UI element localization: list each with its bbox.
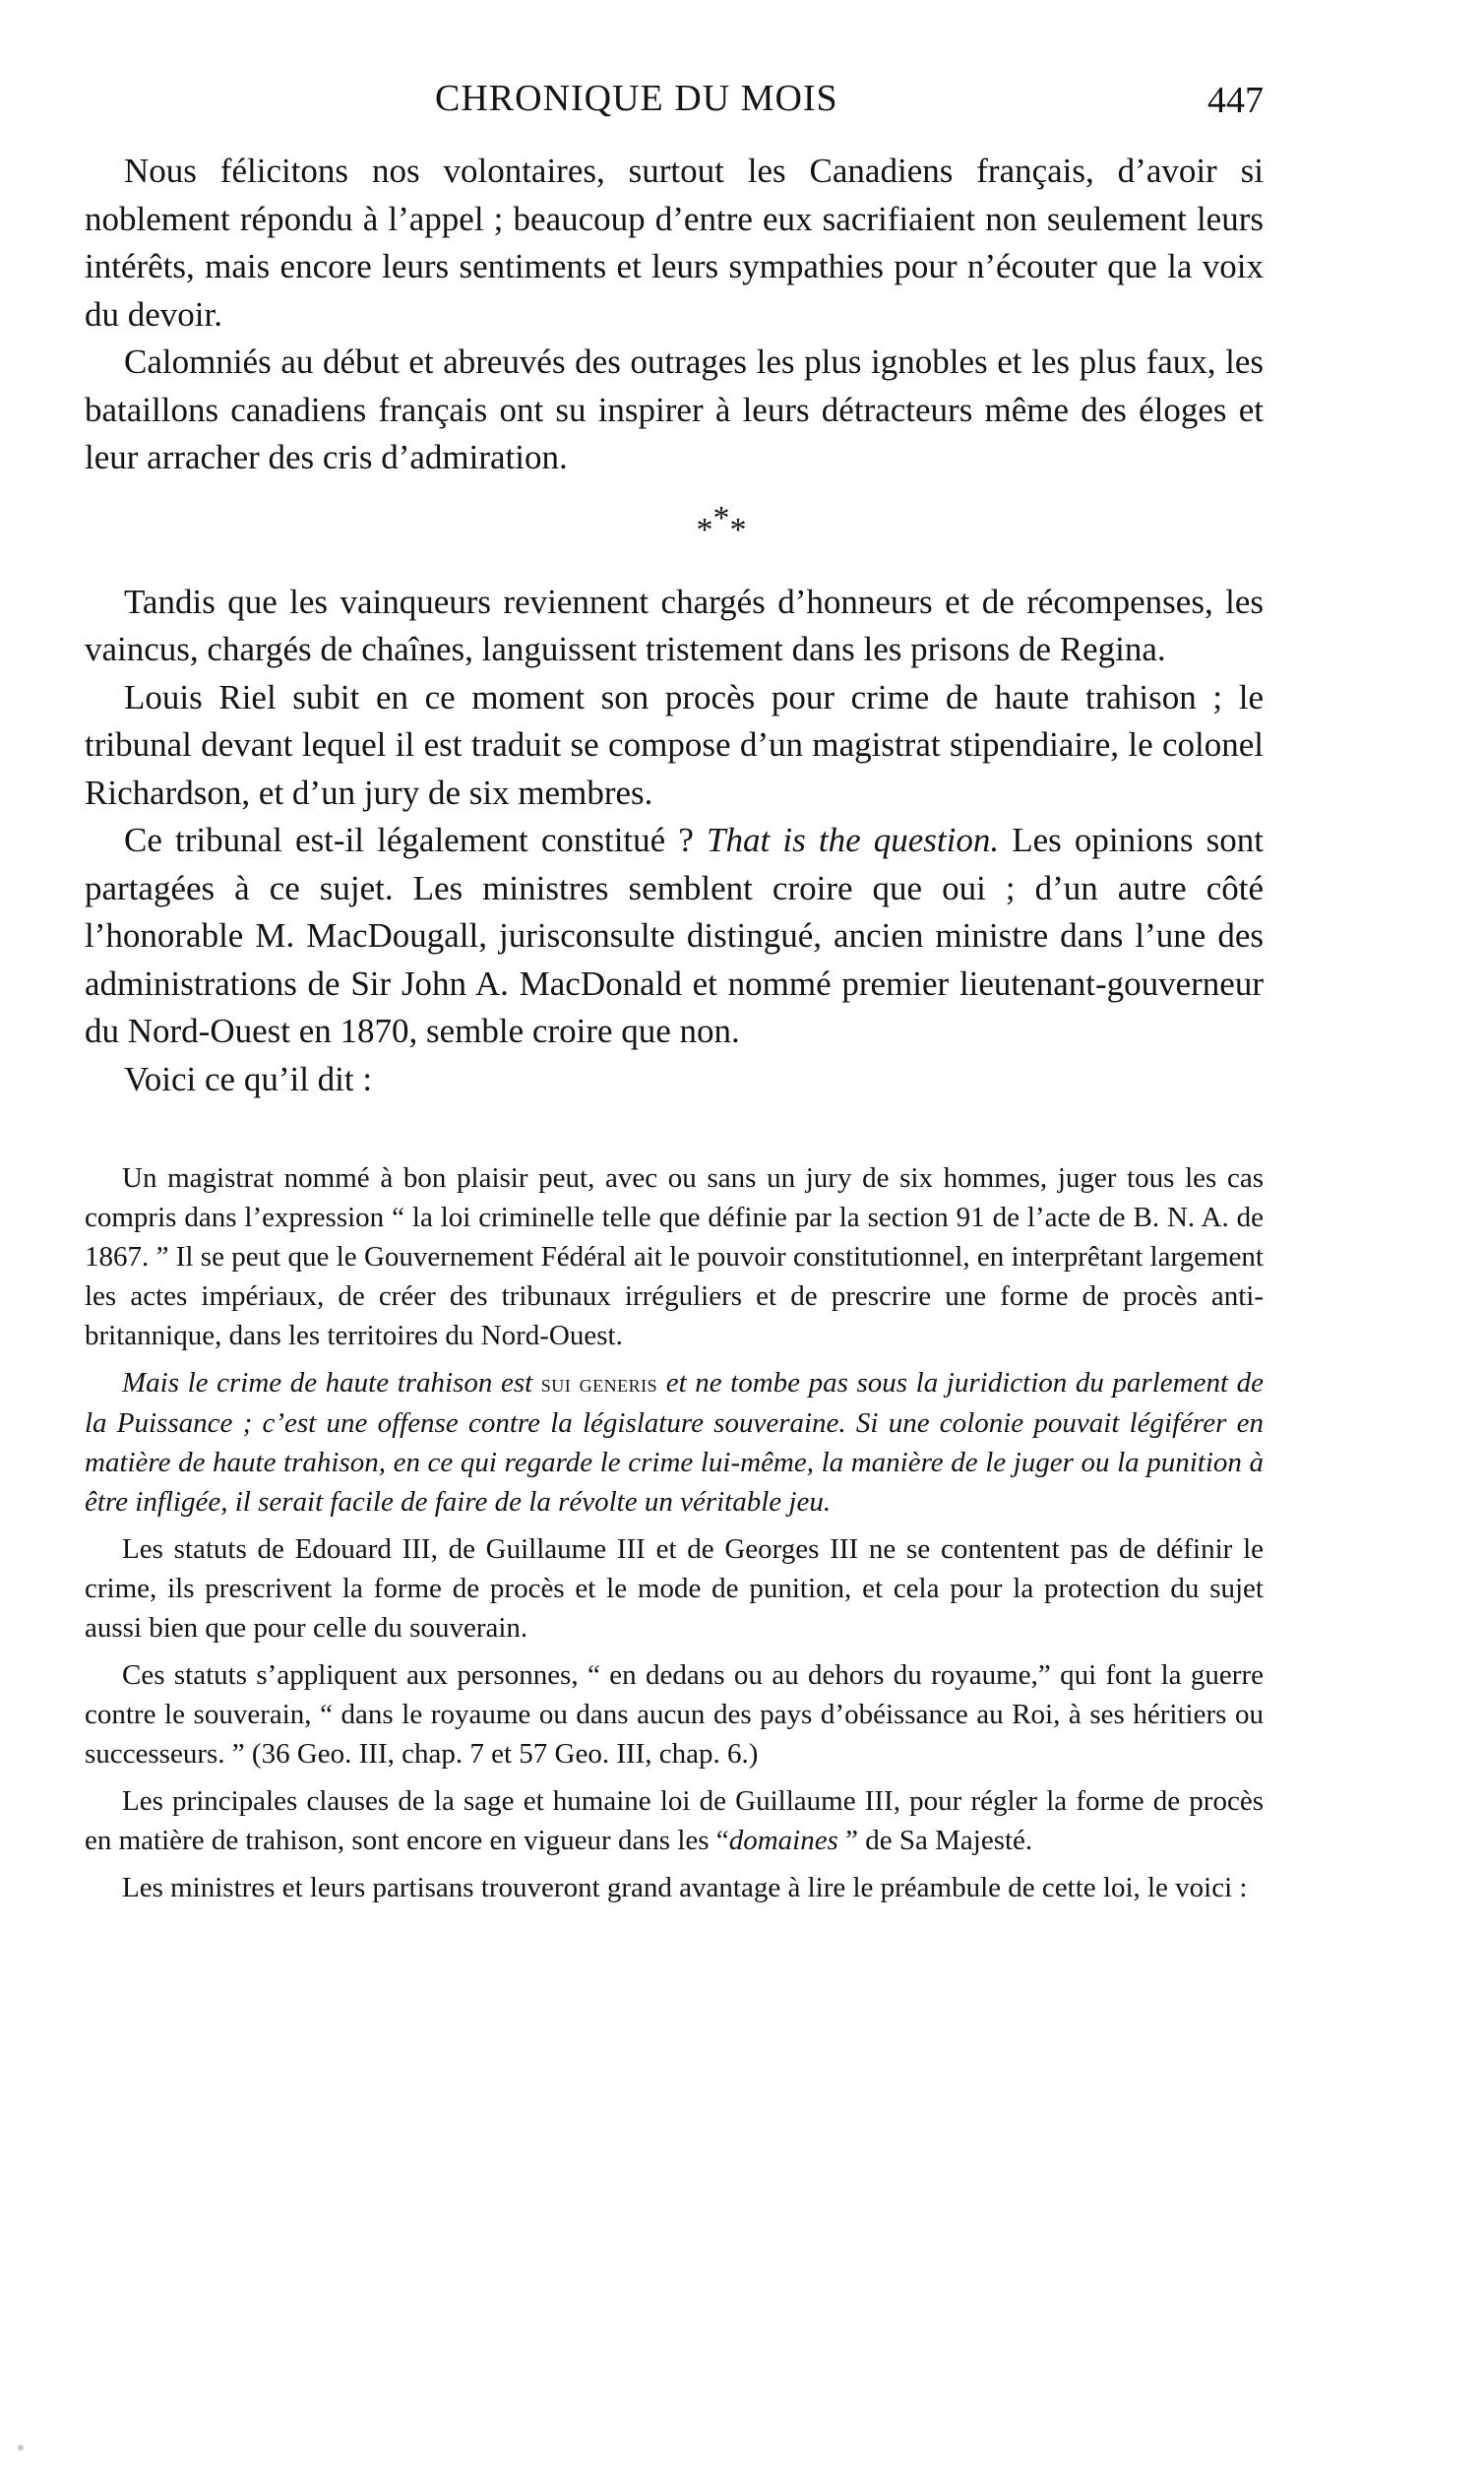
running-title: CHRONIQUE DU MOIS (435, 78, 838, 119)
tribunal-text-start: Ce tribunal est-il légalement constitué ? (124, 821, 708, 859)
body-text (85, 148, 1264, 1915)
paragraph-louis-riel: Louis Riel subit en ce moment son procès pour crime de haute trahison ; le tribunal devant lequel il est traduit se compose d’un magistrat stipendiaire, le colonel Richardson, et d’un jury de six membres. (85, 677, 1264, 812)
quote-paragraph-guillaume (85, 1781, 1264, 1860)
macdougall-quotation (85, 1158, 1264, 1907)
page-number: 447 (1207, 80, 1264, 121)
quote-sui-generis: sui generis (540, 1369, 658, 1398)
paragraph-voici: Voici ce qu’il dit : (124, 1059, 373, 1098)
asterism-middle: * (712, 499, 730, 536)
paragraph-tribunal (85, 817, 1264, 1056)
quote-haute-trahison-end: et ne tombe pas sous la juridiction du parlement de la Puissance ; c’est une offense contre la législature souveraine. Si une colonie pouvait légiférer en matière de haute trahison, en ce qui regarde le crime lui-même, la manière de le juger ou la punition à être infligée, il serait facile de faire de la révolte un véritable jeu. (85, 1367, 1264, 1518)
tribunal-english-phrase: That is the question. (707, 821, 1000, 859)
scan-speck (18, 2445, 24, 2451)
tribunal-text-end: Les opinions sont partagées à ce sujet. Les ministres semblent croire que oui ; d’un autre côté l’honorable M. MacDougall, jurisconsulte distingué, ancien ministre dans l’une des administrations de Sir John A. MacDonald et nommé premier lieutenant-gouverneur du Nord-Ouest en 1870, semble croire que non. (85, 821, 1264, 1050)
running-head (85, 77, 1264, 136)
quote-paragraph-magistrat: Un magistrat nommé à bon plaisir peut, avec ou sans un jury de six hommes, juger tous les cas compris dans l’expression “ la loi criminelle telle que définie par la section 91 de l’acte de B. N. A. de 1867. ” Il se peut que le Gouvernement Fédéral ait le pouvoir constitutionnel, en interprêtant largement les actes impériaux, de créer des tribunaux irréguliers et de prescrire une forme de procès anti-britannique, dans les territoires du Nord-Ouest. (85, 1162, 1264, 1351)
paragraph-bataillons: Calomniés au début et abreuvés des outrages les plus ignobles et les plus faux, les bataillons canadiens français ont su inspirer à leurs détracteurs même des éloges et leur arracher des cris d’admiration. (85, 342, 1264, 476)
quote-guillaume-end: ” de Sa Majesté. (837, 1825, 1033, 1856)
quote-domaines: domaines (728, 1825, 838, 1856)
quote-paragraph-statuts: Les statuts de Edouard III, de Guillaume III et de Georges III ne se contentent pas de définir le crime, ils prescrivent la forme de procès et le mode de punition, et cela pour la protection du sujet aussi bien que pour celle du souverain. (85, 1533, 1264, 1644)
quote-paragraph-preambule: Les ministres et leurs partisans trouveront grand avantage à lire le préambule de cette loi, le voici : (122, 1872, 1248, 1903)
section-separator-asterism (179, 482, 1264, 579)
quote-haute-trahison-start: Mais le crime de haute trahison est (122, 1367, 541, 1399)
quote-paragraph-haute-trahison (85, 1363, 1264, 1522)
asterism-left: * (696, 511, 713, 548)
paragraph-volontaires: Nous félicitons nos volontaires, surtout les Canadiens français, d’avoir si noblement répondu à l’appel ; beaucoup d’entre eux sacrifiaient non seulement leurs intérêts, mais encore leurs sentiments et leurs sympathies pour n’écouter que la voix du devoir. (85, 152, 1264, 334)
quote-paragraph-personnes: Ces statuts s’appliquent aux personnes, “ en dedans ou au dehors du royaume,” qui font la guerre contre le souverain, “ dans le royaume ou dans aucun des pays d’obéissance au Roi, à ses héritiers ou successeurs. ” (36 Geo. III, chap. 7 et 57 Geo. III, chap. 6.) (85, 1659, 1264, 1770)
paragraph-prisons-regina: Tandis que les vainqueurs reviennent chargés d’honneurs et de récompenses, les vaincus, chargés de chaînes, languissent tristement dans les prisons de Regina. (85, 582, 1264, 668)
asterism-right: * (729, 511, 747, 548)
quote-guillaume-start: Les principales clauses de la sage et humaine loi de Guillaume III, pour régler la forme de procès en matière de trahison, sont encore en vigueur dans les “ (85, 1785, 1264, 1856)
